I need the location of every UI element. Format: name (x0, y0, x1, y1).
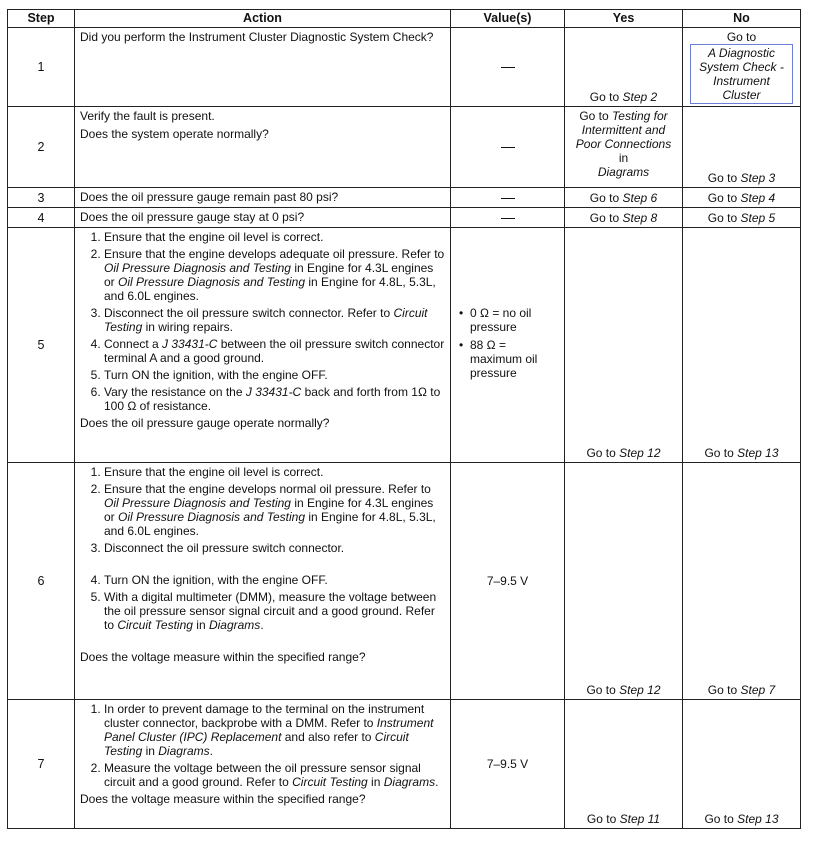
table-row (8, 463, 801, 700)
table-row (8, 208, 801, 228)
action-question: Does the voltage measure within the specified range? (80, 792, 366, 806)
yes-cell: Go to Step 2 (565, 28, 683, 107)
value-cell (451, 208, 565, 228)
action-text: Verify the fault is present. (80, 109, 215, 123)
action-text: Does the oil pressure gauge remain past 80 psi? (75, 188, 451, 208)
dash-icon (501, 147, 515, 148)
action-text: Does the system operate normally? (80, 127, 269, 141)
circuit-testing-link[interactable]: Circuit Testing (292, 775, 368, 789)
oil-pressure-diagnosis-link[interactable]: Oil Pressure Diagnosis and Testing (104, 261, 291, 275)
step-number: 6 (8, 463, 75, 700)
no-step-link[interactable]: Step 13 (737, 812, 779, 826)
action-cell (75, 700, 451, 829)
dash-icon (501, 218, 515, 219)
list-item: 4. Turn ON the ignition, with the engine OFF. (104, 573, 445, 587)
diagrams-link[interactable]: Diagrams (158, 744, 210, 758)
yes-step-link[interactable]: Step 6 (622, 191, 658, 205)
dash-icon (501, 198, 515, 199)
tool-reference: J 33431-C (162, 337, 218, 351)
yes-step-link[interactable]: Step 8 (622, 211, 658, 225)
list-item: 6. Vary the resistance on the J 33431-C back and forth from 1Ω to 100 Ω of resistance. (104, 385, 445, 413)
circuit-testing-link[interactable]: Circuit Testing (104, 730, 409, 758)
value-cell: 7–9.5 V (451, 463, 565, 700)
action-cell (75, 228, 451, 463)
action-question: Does the oil pressure gauge operate normally? (80, 416, 330, 430)
action-text: Does the oil pressure gauge stay at 0 psi? (75, 208, 451, 228)
yes-cell: Go to Step 8 (565, 208, 683, 228)
header-step: Step (8, 10, 75, 28)
no-step-link[interactable]: Step 13 (737, 446, 779, 460)
step-number: 3 (8, 188, 75, 208)
oil-pressure-diagnosis-link[interactable]: Oil Pressure Diagnosis and Testing (118, 510, 305, 524)
step-number: 7 (8, 700, 75, 829)
list-item: 2. Ensure that the engine develops adequate oil pressure. Refer to Oil Pressure Diagnosis and Testing in Engine for 4.3L engines or Oil Pressure Diagnosis and Testing in Engine for 4.8L, 5.3L, and 6.0L engines. (104, 247, 445, 303)
action-cell (75, 107, 451, 188)
oil-pressure-diagnosis-link[interactable]: Oil Pressure Diagnosis and Testing (104, 496, 291, 510)
list-item: • 88 Ω = maximum oil pressure (470, 338, 559, 380)
header-values: Value(s) (451, 10, 565, 28)
circuit-testing-link[interactable]: Circuit Testing (104, 306, 428, 334)
no-step-link[interactable]: Step 5 (740, 211, 776, 225)
yes-step-link[interactable]: Step 12 (619, 683, 661, 697)
diagrams-link[interactable]: Diagrams (208, 618, 261, 632)
value-cell: 7–9.5 V (451, 700, 565, 829)
yes-step-link[interactable]: Step 12 (619, 446, 661, 460)
table-row (8, 228, 801, 463)
yes-cell: Go to Step 12 (565, 228, 683, 463)
list-item: 1. Ensure that the engine oil level is correct. (104, 230, 445, 244)
list-item: 3. Disconnect the oil pressure switch connector. Refer to Circuit Testing in wiring repairs. (104, 306, 445, 334)
tool-reference: J 33431-C (245, 385, 302, 399)
yes-step-link[interactable]: Step 2 (622, 90, 658, 104)
table-row (8, 107, 801, 188)
no-cell: Go to Step 5 (683, 208, 801, 228)
ipc-replacement-link[interactable]: Instrument Panel Cluster (IPC) Replacement (104, 716, 434, 744)
table-row (8, 28, 801, 107)
instruction-list (80, 702, 445, 789)
instruction-list (80, 465, 445, 632)
step-number: 4 (8, 208, 75, 228)
no-step-link[interactable]: Step 4 (740, 191, 776, 205)
yes-step-link[interactable]: Step 11 (619, 812, 661, 826)
no-cell: Go to Step 7 (683, 463, 801, 700)
header-row (8, 10, 801, 28)
action-text: Did you perform the Instrument Cluster Diagnostic System Check? (80, 30, 434, 44)
no-step-link[interactable]: Step 7 (740, 683, 776, 697)
yes-cell: Go to Step 11 (565, 700, 683, 829)
diagnostic-system-check-link[interactable]: A Diagnostic System Check - Instrument Cluster (690, 44, 793, 104)
value-list (456, 306, 559, 380)
list-item: 2. Ensure that the engine develops normal oil pressure. Refer to Oil Pressure Diagnosis and Testing in Engine for 4.3L engines or Oil Pressure Diagnosis and Testing in Engine for 4.8L, 5.3L, and 6.0L engines. (104, 482, 445, 538)
action-cell (75, 28, 451, 107)
no-step-link[interactable]: Step 3 (740, 171, 776, 185)
value-cell (451, 188, 565, 208)
no-cell: Go to Step 4 (683, 188, 801, 208)
header-no: No (683, 10, 801, 28)
dash-icon (501, 67, 515, 68)
list-item: 3. Disconnect the oil pressure switch connector. (104, 541, 445, 555)
yes-cell: Go to Step 12 (565, 463, 683, 700)
diagrams-link[interactable]: Diagrams (597, 165, 650, 179)
table-row (8, 188, 801, 208)
instruction-list (80, 230, 445, 413)
action-cell (75, 463, 451, 700)
list-item: 1. Ensure that the engine oil level is correct. (104, 465, 445, 479)
list-item: 5. Turn ON the ignition, with the engine OFF. (104, 368, 445, 382)
diagrams-link[interactable]: Diagrams (383, 775, 436, 789)
list-item: 2. Measure the voltage between the oil pressure sensor signal circuit and a good ground. Refer to Circuit Testing in Diagrams. (104, 761, 445, 789)
diagnostic-table (7, 9, 801, 829)
step-number: 2 (8, 107, 75, 188)
list-item: 5. With a digital multimeter (DMM), measure the voltage between the oil pressure sensor signal circuit and a good ground. Refer to Circuit Testing in Diagrams. (104, 590, 445, 632)
list-item: • 0 Ω = no oil pressure (470, 306, 559, 334)
circuit-testing-link[interactable]: Circuit Testing (117, 618, 193, 632)
value-cell (451, 228, 565, 463)
no-cell: Go to Step 3 (683, 107, 801, 188)
value-cell (451, 28, 565, 107)
step-number: 5 (8, 228, 75, 463)
action-question: Does the voltage measure within the specified range? (80, 650, 366, 664)
list-item: 1. In order to prevent damage to the terminal on the instrument cluster connector, backprobe with a DMM. Refer to Instrument Panel Cluster (IPC) Replacement and also refer to Circuit Testing in Diagrams. (104, 702, 445, 758)
no-cell: Go to A Diagnostic System Check - Instrument Cluster (683, 28, 801, 107)
header-yes: Yes (565, 10, 683, 28)
yes-cell: Go to Step 6 (565, 188, 683, 208)
value-cell (451, 107, 565, 188)
testing-intermittent-link[interactable]: Testing for Intermittent and Poor Connections (575, 109, 672, 151)
no-cell: Go to Step 13 (683, 228, 801, 463)
list-item: 4. Connect a J 33431-C between the oil pressure switch connector terminal A and a good ground. (104, 337, 445, 365)
no-cell: Go to Step 13 (683, 700, 801, 829)
header-action: Action (75, 10, 451, 28)
yes-cell: Go to Testing for Intermittent and Poor Connections in Diagrams (565, 107, 683, 188)
oil-pressure-diagnosis-link[interactable]: Oil Pressure Diagnosis and Testing (118, 275, 305, 289)
table-row (8, 700, 801, 829)
step-number: 1 (8, 28, 75, 107)
